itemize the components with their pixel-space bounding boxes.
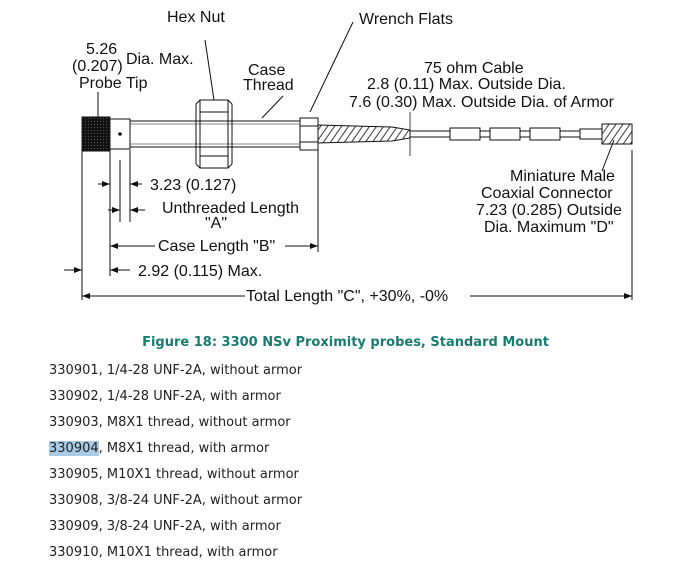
list-item (49, 516, 302, 542)
list-item (49, 490, 302, 516)
tip-dia-max: Dia. Max. (126, 51, 194, 68)
unthreaded-label-2: "A" (205, 215, 228, 232)
connector-label-2: Coaxial Connector (481, 185, 613, 202)
part-id[interactable]: 330910 (49, 545, 99, 560)
part-id[interactable]: 330908 (49, 493, 99, 508)
probe-tip-label: Probe Tip (79, 75, 148, 92)
connector-label-4: Dia. Maximum "D" (484, 219, 614, 236)
list-item (49, 412, 302, 438)
connector-shape (602, 124, 632, 144)
figure-caption (0, 335, 691, 350)
part-desc: , M10X1 thread, without armor (98, 467, 299, 482)
part-desc: , 3/8-24 UNF-2A, with armor (98, 519, 281, 534)
list-item (49, 360, 302, 386)
unthreaded-label-1: Unthreaded Length (162, 200, 299, 217)
part-id-highlighted[interactable]: 330904 (49, 441, 99, 456)
armor-shape (318, 125, 410, 143)
connector-label-1: Miniature Male (510, 168, 615, 185)
case-thread-label-2: Thread (243, 77, 294, 94)
total-length-label: Total Length "C", +30%, -0% (246, 288, 449, 305)
part-id[interactable]: 330901 (49, 363, 99, 378)
cable-label-2: 2.8 (0.11) Max. Outside Dia. (367, 76, 566, 93)
part-desc: , M8X1 thread, with armor (98, 441, 270, 456)
dim-3-23-label: 3.23 (0.127) (150, 177, 237, 194)
tip-dia-in: (0.207) (72, 58, 123, 75)
connector-label-3: 7.23 (0.285) Outside (476, 202, 622, 219)
list-item (49, 438, 302, 464)
list-item (49, 464, 302, 490)
figure-caption-text: Figure 18: 3300 NSv Proximity probes, Standard Mount (142, 335, 549, 350)
list-item (49, 386, 302, 412)
dim-2-92-label: 2.92 (0.115) Max. (138, 263, 263, 280)
hex-nut-label: Hex Nut (167, 9, 225, 26)
part-desc: , M10X1 thread, with armor (98, 545, 278, 560)
probe-tip-shape (82, 117, 110, 151)
cable-label-3: 7.6 (0.30) Max. Outside Dia. of Armor (349, 94, 614, 111)
list-item (49, 542, 302, 568)
part-id[interactable]: 330905 (49, 467, 99, 482)
part-id[interactable]: 330902 (49, 389, 99, 404)
part-number-list (49, 360, 302, 568)
hex-nut-shape (196, 100, 232, 168)
wrench-flats-label: Wrench Flats (359, 11, 453, 28)
cable-label-1: 75 ohm Cable (424, 60, 524, 77)
part-desc: , 1/4-28 UNF-2A, with armor (98, 389, 281, 404)
part-desc: , 3/8-24 UNF-2A, without armor (98, 493, 303, 508)
case-length-label: Case Length "B" (158, 238, 276, 255)
part-id[interactable]: 330909 (49, 519, 99, 534)
case-thread-label-1: Case (248, 62, 286, 79)
case-body (130, 121, 300, 147)
part-desc: , M8X1 thread, without armor (98, 415, 291, 430)
part-id[interactable]: 330903 (49, 415, 99, 430)
part-desc: , 1/4-28 UNF-2A, without armor (98, 363, 303, 378)
tip-dia-mm: 5.26 (86, 41, 118, 58)
